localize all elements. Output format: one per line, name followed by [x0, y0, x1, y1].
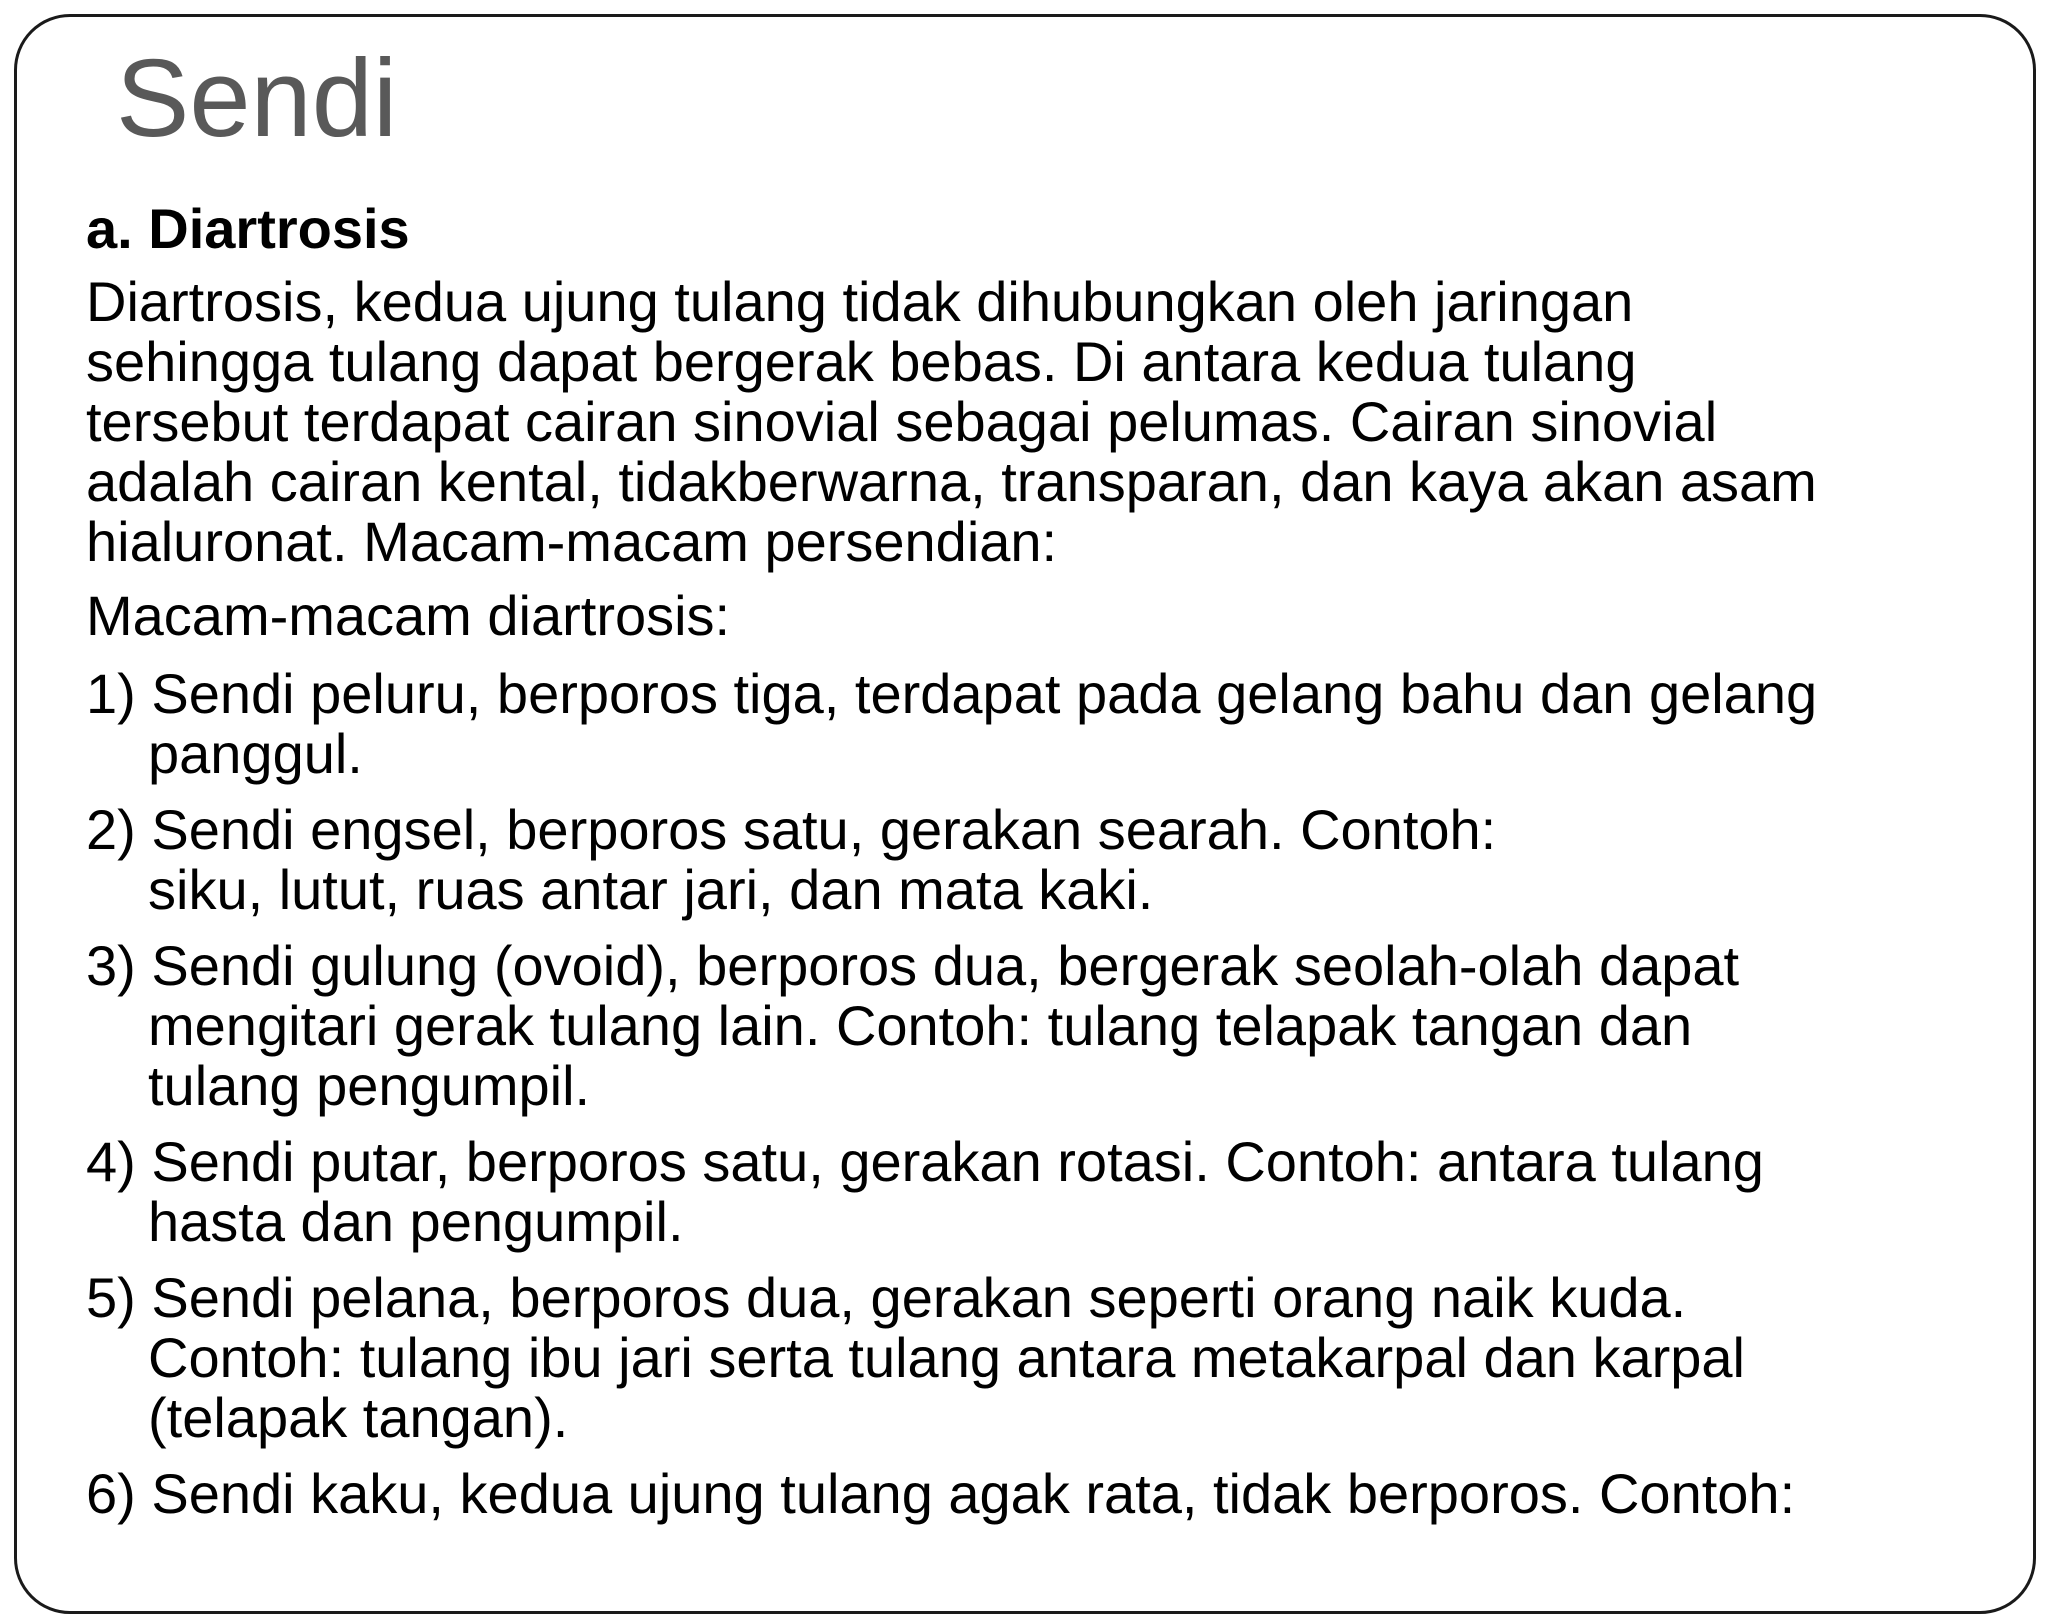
- slide-title: Sendi: [116, 37, 398, 160]
- list-subheading: Macam-macam diartrosis:: [86, 584, 731, 647]
- paragraph-line: hialuronat. Macam-macam persendian:: [86, 510, 1058, 573]
- list-item-line: siku, lutut, ruas antar jari, dan mata kaki.: [148, 858, 1154, 921]
- list-item-line: 6) Sendi kaku, kedua ujung tulang agak rata, tidak berporos. Contoh:: [86, 1462, 1796, 1525]
- list-item-line: panggul.: [148, 722, 363, 785]
- list-item-line: hasta dan pengumpil.: [148, 1190, 684, 1253]
- slide-content: [86, 194, 2036, 1540]
- list-item-line: 1) Sendi peluru, berporos tiga, terdapat pada gelang bahu dan gelang: [86, 662, 1818, 725]
- list-item-line: Contoh: tulang ibu jari serta tulang antara metakarpal dan karpal: [148, 1326, 1745, 1389]
- list-item-line: 2) Sendi engsel, berporos satu, gerakan searah. Contoh:: [86, 798, 1497, 861]
- list-item-sendi-pelana: [86, 1268, 2036, 1448]
- list-item-line: mengitari gerak tulang lain. Contoh: tulang telapak tangan dan: [148, 994, 1693, 1057]
- list-item-sendi-engsel: [86, 800, 2036, 920]
- section-heading: a. Diartrosis: [86, 197, 410, 260]
- list-item-line: 5) Sendi pelana, berporos dua, gerakan seperti orang naik kuda.: [86, 1266, 1687, 1329]
- paragraph-line: tersebut terdapat cairan sinovial sebagai pelumas. Cairan sinovial: [86, 390, 1718, 453]
- list-item-sendi-peluru: [86, 664, 2036, 784]
- paragraph-line: Diartrosis, kedua ujung tulang tidak dihubungkan oleh jaringan: [86, 270, 1634, 333]
- list-item-line: tulang pengumpil.: [148, 1054, 591, 1117]
- list-item-line: (telapak tangan).: [148, 1386, 569, 1449]
- list-item-line: 3) Sendi gulung (ovoid), berporos dua, bergerak seolah-olah dapat: [86, 934, 1740, 997]
- list-item-sendi-putar: [86, 1132, 2036, 1252]
- paragraph-line: sehingga tulang dapat bergerak bebas. Di antara kedua tulang: [86, 330, 1637, 393]
- paragraph-line: adalah cairan kental, tidakberwarna, transparan, dan kaya akan asam: [86, 450, 1817, 513]
- intro-paragraph: [86, 272, 2036, 572]
- list-item-sendi-gulung: [86, 936, 2036, 1116]
- joint-types-list: [86, 664, 2036, 1524]
- list-item-line: 4) Sendi putar, berporos satu, gerakan rotasi. Contoh: antara tulang: [86, 1130, 1764, 1193]
- list-item-sendi-kaku: [86, 1464, 2036, 1524]
